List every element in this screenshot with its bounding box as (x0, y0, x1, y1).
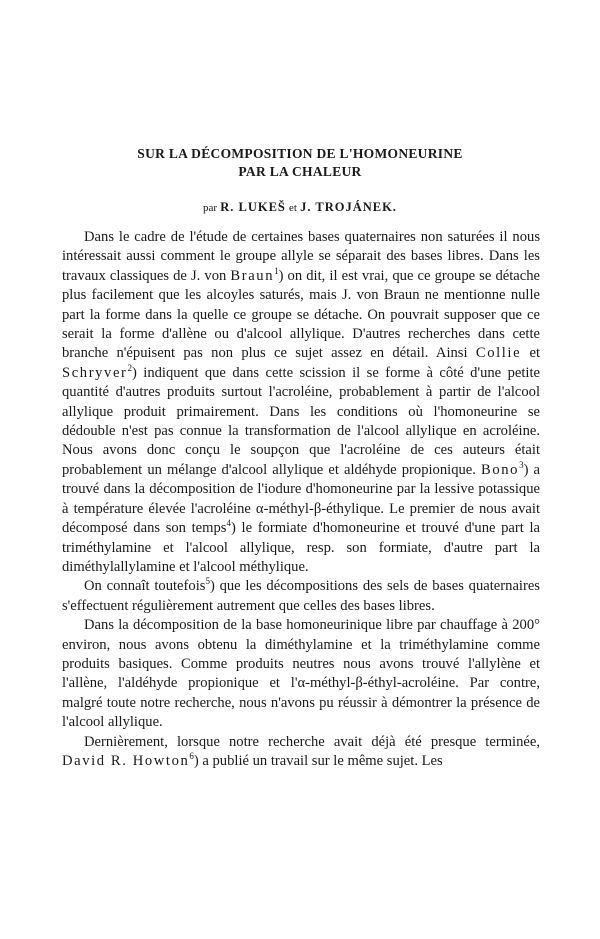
p1-text-a: Dans le cadre de l'étude de certaines bases quaternaires non saturées il nous intéressait aussi comment le groupe allyle se séparait des bases libres. Dans les travaux classiques de J. von (62, 229, 540, 284)
ref-bono: Bono (481, 461, 520, 478)
author-trojanek: J. TROJÁNEK. (300, 200, 397, 214)
p2-text-b: ) que les décompositions des sels de bases quaternaires s'effectuent régulièrement autrement que celles des bases libres. (62, 578, 540, 614)
footnote-marker-2: 2 (127, 362, 132, 373)
ref-braun: Braun (230, 267, 275, 284)
paragraph-4 (62, 733, 540, 772)
p1-text-d: ) a trouvé dans la décomposition de l'iodure d'homoneurine par la lessive potassique à température élevée l'acroléine α-méthyl-β-éthylique. Le premier de nous avait décomposé dans son temps (62, 461, 540, 537)
byline (0, 200, 600, 215)
footnote-marker-5: 5 (205, 576, 210, 587)
author-lukes: R. LUKEŠ (220, 200, 286, 214)
article-body (62, 228, 540, 771)
paragraph-3: Dans la décomposition de la base homoneurinique libre par chauffage à 200° environ, nous avons obtenu la diméthylamine et la triméthylamine comme produits basiques. Comme produits neutres nous avons trouvé l'allylène et l'allène, l'aldéhyde propionique et l'α-méthyl-β-éthyl-acroléine. Par contre, malgré toute notre recherche, nous n'avons pu réussir à démontrer la présence de l'alcool allylique. (62, 617, 540, 731)
footnote-marker-1: 1 (274, 265, 279, 276)
p1-text-e: ) le formiate d'homoneurine et trouvé d'une part la triméthylamine et l'alcool allylique, resp. son formiate, d'autre part la diméthylallylamine et l'alcool méthylique. (62, 520, 540, 575)
p1-text-b: ) on dit, il est vrai, que ce groupe se détache plus facilement que les alcoyles saturés, mais J. von Braun ne mentionne nulle part la forme dans la quelle ce groupe se détache. On pouvrait supposer que ce serait la forme d'allène ou d'alcool allylique. D'autres recherches dans cette branche n'épuisent pas non plus ce sujet assez en détail. Ainsi (62, 267, 540, 362)
byline-par: par (203, 202, 218, 214)
footnote-marker-6: 6 (189, 751, 194, 762)
p4-text-a: Dernièrement, lorsque notre recherche avait déjà été presque terminée, (84, 733, 540, 750)
ref-howton: David R. Howton (62, 752, 190, 769)
byline-et: et (289, 202, 297, 214)
article-title-line-1: SUR LA DÉCOMPOSITION DE L'HOMONEURINE (137, 146, 463, 161)
paragraph-1 (62, 228, 540, 577)
p2-text-a: On connaît toutefois (84, 578, 206, 595)
p1-et: et (521, 345, 541, 362)
p1-text-c: ) indiquent que dans cette scission il se forme à côté d'une petite quantité d'autres produits surtout l'acroléine, probablement à partir de l'alcool allylique produit primairement. Dans les conditions où l'homoneurine se dédouble n'est pas connue la transformation de l'alcool allylique en acroléine. Nous avons donc conçu le soupçon que l'acroléine de ces auteurs était probablement un mélange d'alcool allylique et aldéhyde propionique. (62, 364, 540, 478)
paragraph-2 (62, 577, 540, 616)
ref-schryver: Schryver (62, 364, 128, 381)
footnote-marker-3: 3 (519, 460, 524, 471)
footnote-marker-4: 4 (226, 518, 231, 529)
article-title-line-2: PAR LA CHALEUR (238, 164, 362, 179)
ref-collie: Collie (475, 345, 522, 362)
p4-text-b: ) a publié un travail sur le même sujet. Les (193, 752, 443, 769)
